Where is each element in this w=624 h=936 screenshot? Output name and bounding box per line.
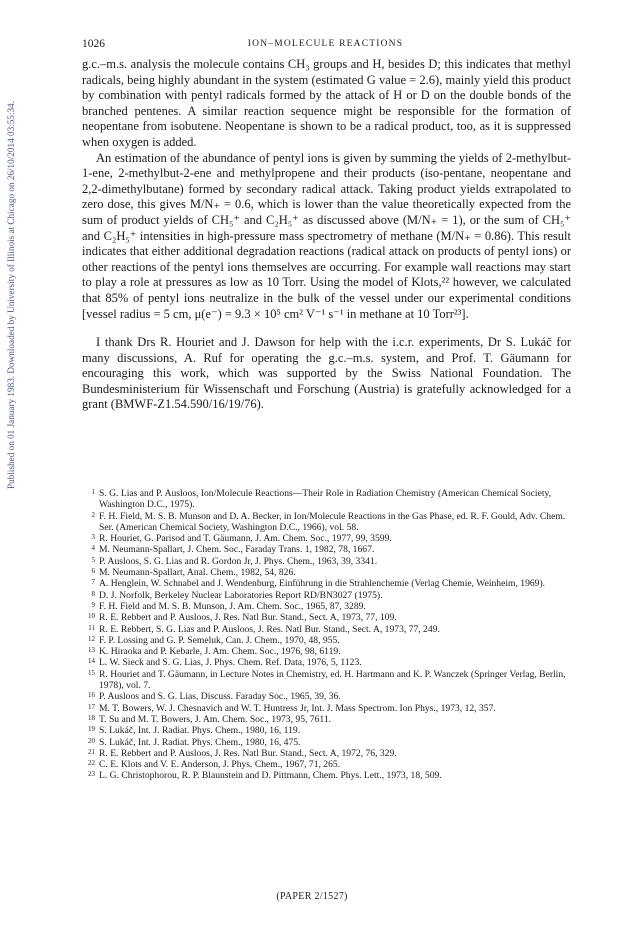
reference-text: S. Lukáč, Int. J. Radiat. Phys. Chem., 1980, 16, 119. (99, 725, 301, 737)
reference-text: L. G. Christophorou, R. P. Blaunstein and D. Pittmann, Chem. Phys. Lett., 1973, 18, 509. (99, 770, 442, 782)
reference-number: 13 (88, 646, 95, 655)
reference-text: T. Su and M. T. Bowers, J. Am. Chem. Soc., 1973, 95, 7611. (99, 713, 332, 725)
reference-text: S. G. Lias and P. Ausloos, Ion/Molecule Reactions—Their Role in Radiation Chemistry (American Chemical Society, Washington D.C., 1975). (99, 488, 552, 511)
reference-item (82, 737, 571, 748)
reference-item (82, 567, 571, 578)
body-paragraph: g.c.–m.s. analysis the molecule contains CH₃ groups and H, besides D; this indicates that methyl radicals, being highly abundant in the system (estimated G value = 2.6), mainly yield this product by combination with pentyl radicals formed by the attack of H or D on the double bonds of the branched pentenes. A similar reaction sequence might be responsible for the formation of neopentane from isobutene. Neopentane is shown to be a radical product, too, as it is suppressed when oxygen is added. (82, 57, 571, 149)
reference-number: 18 (88, 713, 95, 722)
page-number: 1026 (82, 38, 105, 50)
reference-text: A. Henglein, W. Schnabel and J. Wendenburg, Einführung in die Strahlenchemie (Verlag Chemie, Weinheim, 1969). (99, 578, 546, 590)
reference-text: M. Neumann-Spallart, Anal. Chem., 1982, 54, 826. (99, 567, 296, 579)
reference-text: M. Neumann-Spallart, J. Chem. Soc., Faraday Trans. 1, 1982, 78, 1667. (99, 544, 375, 556)
reference-number: 1 (91, 488, 95, 496)
page-header (82, 38, 569, 54)
reference-number: 16 (88, 691, 95, 700)
download-watermark-text: Published on 01 January 1983. Downloaded by University of Illinois at Chicago on 26/10/2014 03:55:34. (6, 101, 16, 489)
reference-item (82, 635, 571, 646)
reference-number: 2 (91, 510, 95, 519)
reference-text: M. T. Bowers, W. J. Chesnavich and W. T. Huntress Jr, Int. J. Mass Spectrom. Ion Phys., 1973, 12, 357. (99, 702, 496, 714)
reference-item (82, 556, 571, 567)
reference-text: L. W. Sieck and S. G. Lias, J. Phys. Chem. Ref. Data, 1976, 5, 1123. (99, 657, 362, 669)
reference-item (82, 657, 571, 668)
reference-number: 4 (91, 544, 95, 553)
reference-item (82, 748, 571, 759)
reference-number: 21 (88, 747, 95, 756)
article-body (82, 57, 571, 413)
reference-item (82, 759, 571, 770)
reference-text: F. P. Lossing and G. P. Semeluk, Can. J. Chem., 1970, 48, 955. (99, 634, 340, 646)
reference-text: D. J. Norfolk, Berkeley Nuclear Laboratories Report RD/BN3027 (1975). (99, 589, 383, 601)
reference-item (82, 691, 571, 702)
reference-number: 11 (88, 623, 95, 632)
reference-text: R. E. Rebbert and P. Ausloos, J. Res. Natl Bur. Stand., Sect. A, 1972, 76, 329. (99, 747, 397, 759)
paper-code: (PAPER 2/1527) (276, 891, 348, 902)
reference-text: F. H. Field, M. S. B. Munson and D. A. Becker, in Ion/Molecule Reactions in the Gas Phase, ed. R. F. Gould, Adv. Chem. Ser. (American Chemical Society, Washington D.C., 1966), vol. 58. (99, 510, 566, 533)
reference-number: 10 (88, 612, 95, 621)
reference-number: 14 (88, 657, 95, 666)
reference-number: 7 (91, 578, 95, 587)
reference-text: F. H. Field and M. S. B. Munson, J. Am. Chem. Soc., 1965, 87, 3289. (99, 600, 366, 612)
reference-text: R. E. Rebbert, S. G. Lias and P. Ausloos, J. Res. Natl Bur. Stand., Sect. A, 1973, 77, 249. (99, 623, 440, 635)
reference-text: K. Hiraoka and P. Kebarle, J. Am. Chem. Soc., 1976, 98, 6119. (99, 646, 341, 658)
reference-item (82, 725, 571, 736)
reference-text: C. E. Klots and V. E. Anderson, J. Phys. Chem., 1967, 71, 265. (99, 759, 341, 771)
reference-item (82, 703, 571, 714)
reference-item (82, 544, 571, 555)
reference-text: R. Houriet and T. Gäumann, in Lecture Notes in Chemistry, ed. H. Hartmann and K. P. Wanczek (Springer Verlag, Berlin, 1978), vol. 7. (99, 668, 566, 692)
reference-item (82, 669, 571, 692)
reference-item (82, 601, 571, 612)
reference-item (82, 714, 571, 725)
reference-item (82, 511, 571, 534)
reference-number: 12 (88, 634, 95, 643)
reference-text: P. Ausloos and S. G. Lias, Discuss. Faraday Soc., 1965, 39, 36. (99, 691, 341, 703)
reference-text: P. Ausloos, S. G. Lias and R. Gordon Jr, J. Phys. Chem., 1963, 39, 3341. (99, 555, 378, 567)
running-title: ION–MOLECULE REACTIONS (247, 39, 404, 49)
reference-item (82, 488, 571, 511)
reference-item (82, 533, 571, 544)
reference-number: 17 (88, 702, 95, 711)
reference-number: 8 (91, 589, 95, 598)
reference-number: 5 (91, 555, 95, 564)
acknowledgement-paragraph: I thank Drs R. Houriet and J. Dawson for help with the i.c.r. experiments, Dr S. Lukáč for many discussions, A. Ruf for operating the g.c.–m.s. system, and Prof. T. Gäumann for encouraging this work, which was supported by the Swiss National Foundation. The Bundesministerium für Wissenschaft und Forschung (Austria) is gratefully acknowledged for a grant (BMWF-Z1.54.590/16/19/76). (82, 335, 571, 412)
body-paragraph: An estimation of the abundance of pentyl ions is given by summing the yields of 2-methylbut-1-ene, 2-methylbut-2-ene and methylpropene and their products (iso-pentane, neopentane and 2,2-dimethylbutane) formed by secondary radical attack. Taking product yields extrapolated to zero dose, this gives M/N₊ = 0.6, which is lower than the value theoretically expected from the sum of product yields of CH₅⁺ and C₂H₅⁺ as discussed above (M/N₊ = 1), or the sum of CH₅⁺ and C₂H₅⁺ intensities in high-pressure mass spectrometry of methane (M/N₊ = 0.86). This result indicates that either additional degradation reactions (radical attack on products of pentyl ions) or other reactions of the pentyl ions themselves are occurring. For example wall reactions may start to play a role at pressures as low as 10 Torr. Using the model of Klots,²² however, we calculated that 85% of pentyl ions neutralize in the bulk of the vessel under our experimental conditions [vessel radius = 5 cm, μ(e⁻) = 9.3 × 10⁵ cm² V⁻¹ s⁻¹ in methane at 10 Torr²³]. (82, 150, 571, 321)
reference-number: 19 (88, 725, 95, 734)
download-watermark (4, 60, 18, 530)
reference-number: 22 (88, 759, 95, 768)
reference-item (82, 646, 571, 657)
reference-item (82, 578, 571, 589)
reference-text: R. Houriet, G. Parisod and T. Gäumann, J. Am. Chem. Soc., 1977, 99, 3599. (99, 533, 392, 545)
reference-text: S. Lukáč, Int. J. Radiat. Phys. Chem., 1980, 16, 475. (99, 736, 301, 748)
reference-item (82, 624, 571, 635)
reference-list (82, 488, 571, 782)
reference-number: 15 (88, 668, 95, 677)
reference-number: 3 (91, 533, 95, 542)
reference-number: 20 (88, 736, 95, 745)
reference-number: 23 (88, 770, 95, 779)
reference-item (82, 770, 571, 781)
reference-item (82, 612, 571, 623)
reference-number: 6 (91, 567, 95, 576)
reference-number: 9 (91, 600, 95, 609)
reference-text: R. E. Rebbert and P. Ausloos, J. Res. Natl Bur. Stand., Sect. A, 1973, 77, 109. (99, 612, 397, 624)
reference-item (82, 590, 571, 601)
